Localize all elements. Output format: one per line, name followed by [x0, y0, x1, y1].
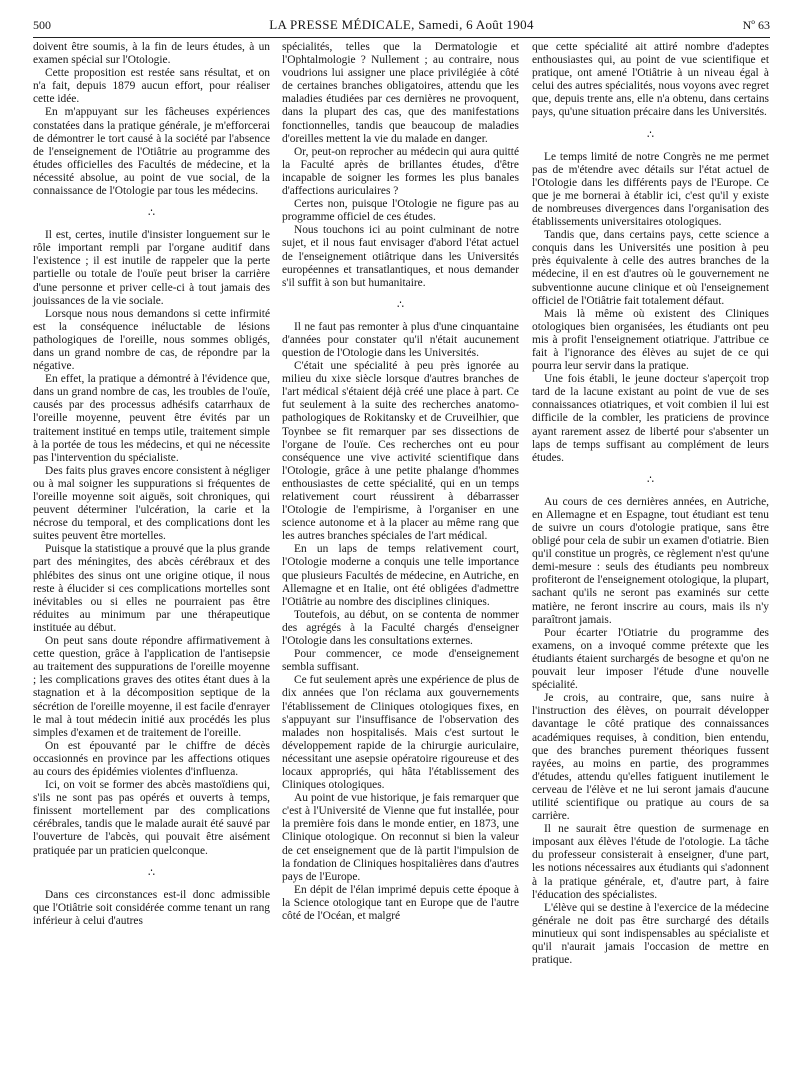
paragraph: Cette proposition est restée sans résultat, et on n'a fait, depuis 1879 aucun effort, pour réaliser cette idée.	[33, 67, 270, 106]
paragraph: Or, peut-on reprocher au médecin qui aura quitté la Faculté après de brillantes études, d'être incapable de soigner les formes les plus banales d'affections auriculaires ?	[282, 145, 519, 198]
page-number: 500	[33, 18, 51, 32]
paragraph: Puisque la statistique a prouvé que la plus grande part des méningites, des abcès cérébraux et des phlébites des sinus ont une origine otique, il nous reste à élucider si ces complications mortelles sont inévitables ou si elles ne pourraient pas être réduites au minimum par une thérapeutique instituée au début.	[33, 543, 270, 634]
paragraph: Il ne faut pas remonter à plus d'une cinquantaine d'années pour constater qu'il n'était aucunement question de l'Otologie dans les Universités.	[282, 320, 519, 359]
paragraph: Pour commencer, ce mode d'enseignement sembla suffisant.	[282, 648, 519, 674]
paragraph: On peut sans doute répondre affirmativement à cette question, grâce à l'application de l'antisepsie au traitement des suppurations de l'oreille moyenne ; les complications graves des otites étant dues à la stagnation et à la décomposition septique de la sécrétion de l'oreille moyenne, il est facile d'enrayer le mal à tout médecin initié aux procédés les plus simples d'examen et de traitement de l'oreille.	[33, 635, 270, 739]
paragraph: On est épouvanté par le chiffre de décès occasionnés en province par les affections otiques au cours des épidémies violentes d'influenza.	[33, 739, 270, 778]
column-middle	[282, 41, 519, 923]
paragraph: En dépit de l'élan imprimé depuis cette époque à la Science otologique tant en Europe que de l'autre côté de l'Océan, et malgré	[282, 883, 519, 922]
paragraph: Certes non, puisque l'Otologie ne figure pas au programme officiel de ces études.	[282, 198, 519, 224]
section-separator: ∴	[148, 866, 155, 879]
paragraph: Une fois établi, le jeune docteur s'aperçoit trop tard de la lacune existant au point de vue de ses connaissances otiatriques, et voit combien il lui est difficile de la combler, les praticiens de province ayant rarement assez de liberté pour s'absenter un laps de temps suffisant au complément de leurs études.	[532, 373, 769, 464]
paragraph: Toutefois, au début, on se contenta de nommer des agrégés à la Faculté chargés d'enseigner l'Otologie dans les consultations externes.	[282, 608, 519, 648]
section-separator: ∴	[647, 128, 654, 141]
paragraph: Ce fut seulement après une expérience de plus de dix années que l'on réclama aux gouvernements l'établissement de Cliniques otologiques fixes, en s'appuyant sur l'insuffisance de l'observation des malades non hospitalisés. Mais c'est surtout le développement rapide de la chirurgie auriculaire, nécessitant une asepsie opératoire rigoureuse et des locaux appropriés, qui hâta l'établissement des Cliniques otologiques.	[282, 674, 519, 792]
running-head	[33, 17, 770, 33]
page-header	[33, 14, 770, 36]
paragraph: Dans ces circonstances est-il donc admissible que l'Otiâtrie soit considérée comme tenant un rang inférieur à celui d'autres	[33, 888, 270, 927]
paragraph: Ici, on voit se former des abcès mastoïdiens qui, s'ils ne sont pas pas opérés et ouverts à temps, finissent mortellement par des complications cérébrales, tandis que le malade aurait été sauvé par l'ouverture de l'abcès, qui pouvait être aisément pratiquée par un praticien quelconque.	[33, 779, 270, 857]
paragraph: Des faits plus graves encore consistent à négliger ou à mal soigner les suppurations si fréquentes de l'oreille moyenne soit aiguës, soit chroniques, qui peuvent déterminer l'ulcération, la carie et la nécrose du temporal, et des complications dont les suites peuvent être mortelles.	[33, 464, 270, 543]
paragraph: Au point de vue historique, je fais remarquer que c'est à l'Université de Vienne que fut installée, pour la première fois dans le monde entier, en 1873, une Clinique otologique. On reconnut si bien la valeur de cet enseignement que de là partit l'impulsion de la fondation de Cliniques hospitalières dans d'autres pays de l'Europe.	[282, 792, 519, 883]
section-separator: ∴	[148, 207, 155, 220]
paragraph: Au cours de ces dernières années, en Autriche, en Allemagne et en Espagne, tout étudiant est tenu de suivre un cours d'otologie pratique, sans être obligé pour cela de subir un examen d'otiatrie. Bien qu'il constitue un progrès, ce règlement n'est qu'une demi-mesure : seuls des étudiants peu nombreux profiteront de l'enseignement otologique, la plupart, sachant qu'ils ne seront pas examinés sur cette matière, ne feront inscrire au cours, mais ils n'y paraîtront jamais.	[532, 495, 769, 626]
paragraph: Il ne saurait être question de surmenage en imposant aux élèves l'étude de l'otologie. La tâche du professeur consisterait à enseigner, d'une part, les notions nécessaires aux étudiants qui s'adonnent à la pratique générale, et, d'autre part, à faire l'éducation des spécialistes.	[532, 823, 769, 901]
paragraph: Nous touchons ici au point culminant de notre sujet, et il nous faut envisager d'abord l'état actuel de l'enseignement otiâtrique dans les Universités européennes et transatlantiques, et nous demander s'il suffit à son but humanitaire.	[282, 224, 519, 289]
paragraph: Mais là même où existent des Cliniques otologiques bien organisées, les étudiants ont peu mis à profit l'enseignement otiatrique. J'attribue ce fait à l'ignorance des élèves au sujet de ce qui pourra leur servir dans la pratique.	[532, 307, 769, 373]
paragraph: L'élève qui se destine à l'exercice de la médecine générale ne doit pas être surchargé des détails minutieux qui sont indispensables au spécialiste et qu'il n'aurait jamais l'occasion de mettre en pratique.	[532, 901, 769, 967]
paragraph: spécialités, telles que la Dermatologie et l'Ophtalmologie ? Nullement ; au contraire, nous voudrions lui assigner une place privilégiée à côté de certaines branches obligatoires, attendu que les maladies étudiées par ces dernières ne provoquent, dans la plupart des cas, que des manifestations fonctionnelles, tandis que beaucoup de maladies d'oreilles mettent la vie du malade en danger.	[282, 41, 519, 145]
paragraph: Il est, certes, inutile d'insister longuement sur le rôle important rempli par l'organe auditif dans l'existence ; il est inutile de rappeler que la perte partielle ou totale de l'ouïe peut briser la carrière d'une personne et priver celle-ci à tout jamais des jouissances de la vie sociale.	[33, 229, 270, 307]
header-rule	[33, 37, 770, 38]
journal-title: LA PRESSE MÉDICALE	[269, 17, 412, 32]
issue-date: , Samedi, 6 Août 1904	[411, 17, 534, 32]
paragraph: En effet, la pratique a démontré à l'évidence que, dans un grand nombre de cas, les troubles de l'ouïe, causés par des processus adhésifs catarrhaux de l'oreille moyenne, peuvent être évités par un traitement institué en temps utile, traitement simple à la portée de tous les médecins, et qui ne nécessite pas l'intervention du spécialiste.	[33, 373, 270, 464]
issue-number: Nº 63	[742, 18, 770, 32]
section-separator: ∴	[647, 473, 654, 486]
paragraph: Pour écarter l'Otiatrie du programme des examens, on a invoqué comme prétexte que les étudiants étaient surchargés de besogne et qu'on ne pouvait leur imposer l'étude d'une nouvelle spécialité.	[532, 626, 769, 692]
column-left	[33, 41, 270, 928]
paragraph: Lorsque nous nous demandons si cette infirmité est la conséquence inéluctable de lésions pathologiques de l'oreille, nous sommes obligés, dans un grand nombre de cas, de répondre par la négative.	[33, 307, 270, 373]
paragraph: doivent être soumis, à la fin de leurs études, à un examen spécial sur l'Otologie.	[33, 41, 270, 67]
paragraph: C'était une spécialité à peu près ignorée au milieu du xixe siècle lorsque d'autres branches de l'art médical s'étaient déjà créé une place à part. Ce fut seulement à la suite des recherches anatomo-pathologiques de Rokitansky et de Cruveilhier, que Toynbee se fit remarquer par ses dissections de l'organe de l'ouïe. Ces recherches ont eu pour conséquence une vive activité scientifique dans l'Otologie, grâce à une petite phalange d'hommes enthousiastes de cette spécialité, qui en un temps relativement court réussirent à débarrasser l'Otologie de l'empirisme, à l'organiser en une science autonome et à la placer au même rang que les autres branches spéciales de l'art médical.	[282, 360, 519, 543]
paragraph: que cette spécialité ait attiré nombre d'adeptes enthousiastes qui, au point de vue scientifique et pratique, ont amené l'Otiâtrie à un niveau égal à celui des autres spécialités, nous voyons avec regret que, depuis trente ans, elle n'a obtenu, dans certains pays, qu'une situation précaire dans les Universités.	[532, 41, 769, 119]
paragraph: En un laps de temps relativement court, l'Otologie moderne a conquis une telle importance que plusieurs Facultés de médecine, en Autriche, en Allemagne et en Italie, ont été obligées d'admettre l'Otiâtrie au nombre des disciplines cliniques.	[282, 543, 519, 608]
paragraph: Le temps limité de notre Congrès ne me permet pas de m'étendre avec détails sur l'état actuel de l'Otologie dans les différents pays de l'Europe. Ce que je me bornerai à établir ici, c'est qu'il y existe de nombreuses divergences dans l'organisation des établissements universitaires otologiques.	[532, 150, 769, 229]
paragraph: Tandis que, dans certains pays, cette science a conquis dans les Universités une position à peu près équivalente à celle des autres branches de la médecine, il en est d'autres où le gouvernement ne subventionne aucune clinique et où l'enseignement officiel de l'Otiâtrie fait totalement défaut.	[532, 229, 769, 307]
paragraph: En m'appuyant sur les fâcheuses expériences constatées dans la pratique générale, je m'efforcerai de démontrer le tort causé à la société par l'absence de l'enseignement de l'Otiâtrie au programme des études officielles des Facultés de médecine, et la nécessité absolue, au point de vue social, de la connaissance de l'Otologie par tous les médecins.	[33, 106, 270, 198]
section-separator: ∴	[397, 298, 404, 311]
paragraph: Je crois, au contraire, que, sans nuire à l'instruction des élèves, on pourrait développer davantage le côté pratique des connaissances académiques requises, à condition, bien entendu, que des branches purement théoriques fussent rayées, au moins en partie, des programmes d'études, attendu qu'elles fatiguent inutilement le cerveau de l'élève et ne lui seront jamais d'aucune utilité scientifique ou pratique au cours de sa carrière.	[532, 692, 769, 823]
column-right	[532, 41, 769, 967]
